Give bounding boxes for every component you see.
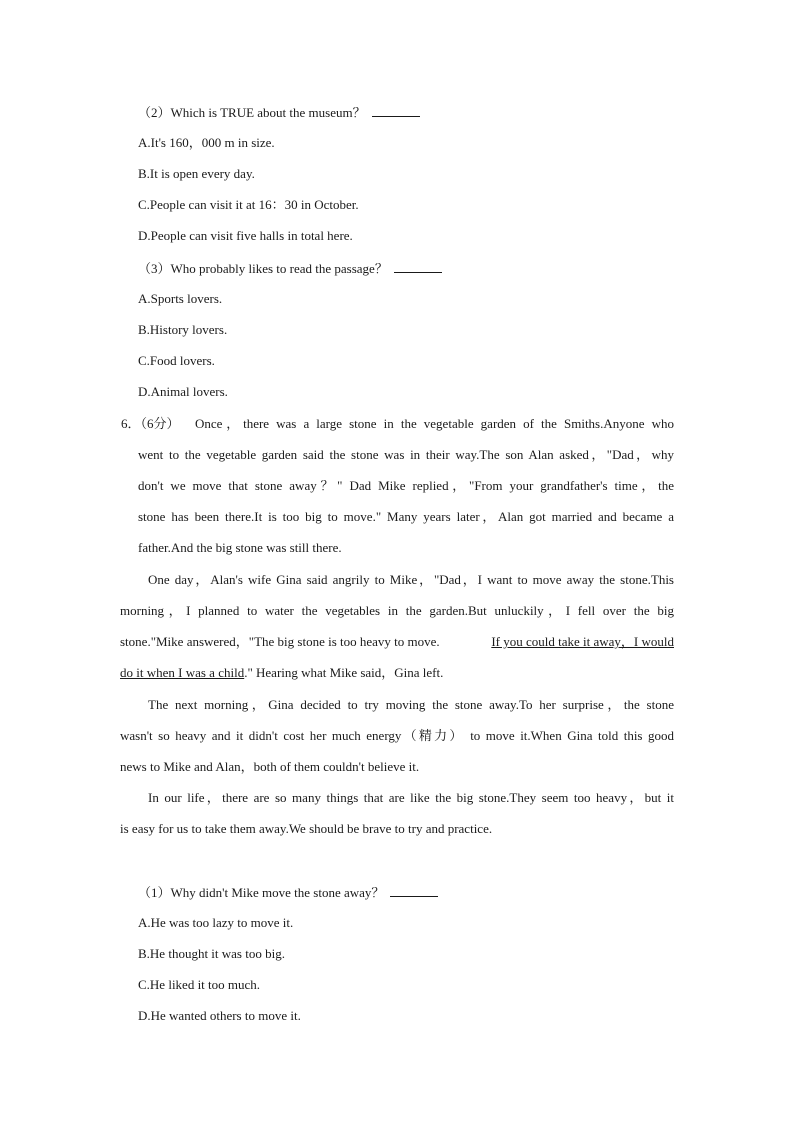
question-stem: （1）Why didn't Mike move the stone away？: [138, 884, 438, 901]
passage-line: news to Mike and Alan，both of them couldn't believe it.: [120, 759, 420, 774]
option-d: D.Animal lovers.: [138, 384, 228, 399]
option-b: B.History lovers.: [138, 322, 228, 337]
option-b: B.He thought it was too big.: [138, 946, 285, 961]
passage-line: wasn't so heavy and it didn't cost her much energy（精力） to move it.When Gina told this good: [120, 728, 674, 743]
passage-line: Once，there was a large stone in the vegetable garden of the Smiths.Anyone who: [195, 416, 674, 431]
option-c: C.Food lovers.: [138, 353, 215, 368]
question-stem: （3）Who probably likes to read the passage？: [138, 260, 442, 277]
question-stem: （2）Which is TRUE about the museum？: [138, 104, 420, 121]
question-number: 6．（6分）: [121, 416, 180, 431]
option-d: D.People can visit five halls in total here.: [138, 228, 353, 243]
passage-line: father.And the big stone was still there.: [138, 540, 342, 555]
answer-blank[interactable]: [390, 884, 438, 897]
passage-line: stone."Mike answered，"The big stone is too heavy to move. If you could take it away，I would: [120, 634, 674, 649]
answer-blank[interactable]: [394, 260, 442, 273]
passage-line: is easy for us to take them away.We should be brave to try and practice.: [120, 821, 493, 836]
underlined-sentence: If you could take it away，I would: [491, 634, 674, 649]
option-c: C.He liked it too much.: [138, 977, 261, 992]
passage-line: went to the vegetable garden said the stone was in their way.The son Alan asked，"Dad，why: [138, 447, 674, 462]
option-c: C.People can visit it at 16：30 in October.: [138, 197, 359, 212]
passage-line: do it when I was a child." Hearing what Mike said，Gina left.: [120, 665, 444, 680]
answer-blank[interactable]: [372, 104, 420, 117]
passage-line: morning，I planned to water the vegetables in the garden.But unluckily，I fell over the big: [120, 603, 674, 618]
option-a: A.It's 160，000 m in size.: [138, 135, 275, 150]
option-b: B.It is open every day.: [138, 166, 255, 181]
option-d: D.He wanted others to move it.: [138, 1008, 301, 1023]
passage-line: stone has been there.It is too big to move." Many years later，Alan got married and became a: [138, 509, 674, 524]
passage-line: don't we move that stone away？" Dad Mike replied，"From your grandfather's time，the: [138, 478, 674, 493]
passage-line: In our life，there are so many things that are like the big stone.They seem too heavy，but it: [148, 790, 674, 805]
passage-line: One day，Alan's wife Gina said angrily to Mike，"Dad，I want to move away the stone.This: [148, 572, 674, 587]
option-a: A.He was too lazy to move it.: [138, 915, 294, 930]
underlined-sentence: do it when I was a child: [120, 665, 245, 680]
option-a: A.Sports lovers.: [138, 291, 223, 306]
passage-line: The next morning，Gina decided to try moving the stone away.To her surprise，the stone: [148, 697, 674, 712]
